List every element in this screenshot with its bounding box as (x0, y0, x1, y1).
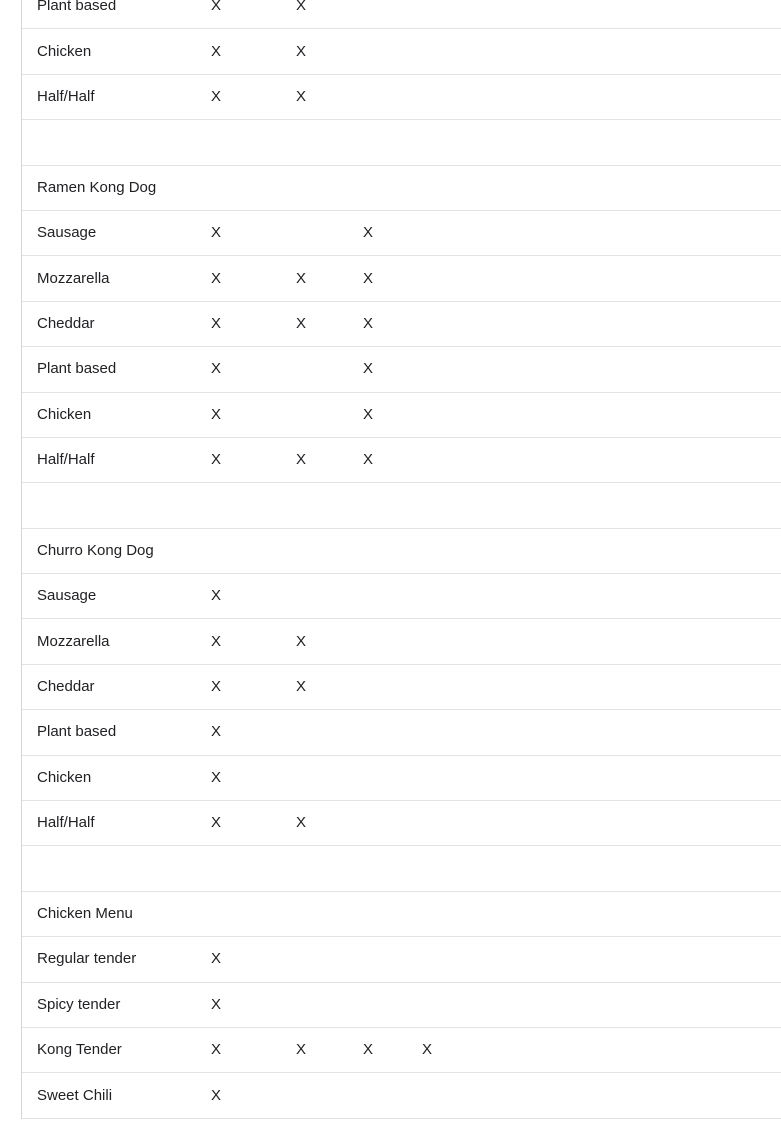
option-mark: X (211, 587, 222, 605)
table-row (22, 483, 781, 528)
option-mark: X (211, 269, 222, 287)
option-mark: X (211, 632, 222, 650)
table-row (22, 937, 781, 982)
table-row (22, 1073, 781, 1118)
option-mark: X (422, 1041, 433, 1059)
option-mark: X (211, 87, 222, 105)
row-label: Sweet Chili (37, 1086, 113, 1104)
row-label: Sausage (37, 224, 97, 242)
table-row (22, 438, 781, 483)
row-label: Chicken (37, 42, 92, 60)
option-mark: X (211, 42, 222, 60)
option-mark: X (363, 1041, 374, 1059)
row-label: Regular tender (37, 950, 137, 968)
option-mark: X (296, 632, 307, 650)
row-label: Spicy tender (37, 995, 121, 1013)
option-mark: X (211, 360, 222, 378)
table-row (22, 166, 781, 211)
option-mark: X (211, 224, 222, 242)
table-row (22, 393, 781, 438)
table-row (22, 1028, 781, 1073)
option-mark: X (211, 678, 222, 696)
menu-options-table (21, 0, 781, 1119)
table-row (22, 29, 781, 74)
table-row (22, 574, 781, 619)
option-mark: X (296, 678, 307, 696)
option-mark: X (211, 451, 222, 469)
option-mark: X (211, 314, 222, 332)
option-mark: X (363, 405, 374, 423)
row-label: Half/Half (37, 87, 95, 105)
row-label: Chicken (37, 768, 92, 786)
table-row (22, 665, 781, 710)
row-label: Sausage (37, 587, 97, 605)
option-mark: X (211, 405, 222, 423)
option-mark: X (363, 360, 374, 378)
option-mark: X (296, 87, 307, 105)
option-mark: X (296, 814, 307, 832)
row-label: Chicken (37, 405, 92, 423)
option-mark: X (296, 451, 307, 469)
row-label: Half/Half (37, 814, 95, 832)
option-mark: X (363, 451, 374, 469)
row-label: Plant based (37, 360, 117, 378)
option-mark: X (211, 814, 222, 832)
table-row (22, 0, 781, 29)
table-row (22, 302, 781, 347)
option-mark: X (296, 314, 307, 332)
row-label: Churro Kong Dog (37, 541, 154, 559)
row-label: Chicken Menu (37, 905, 133, 922)
option-mark: X (296, 269, 307, 287)
row-label: Ramen Kong Dog (37, 178, 157, 196)
table-row (22, 619, 781, 664)
table-row (22, 710, 781, 755)
row-label: Cheddar (37, 314, 95, 332)
option-mark: X (211, 1086, 222, 1104)
row-label: Plant based (37, 723, 117, 741)
row-label: Plant based (37, 0, 117, 15)
option-mark: X (296, 1041, 307, 1059)
row-label: Cheddar (37, 678, 95, 696)
table-row (22, 347, 781, 392)
table-row (22, 211, 781, 256)
option-mark: X (363, 269, 374, 287)
row-label: Kong Tender (37, 1041, 122, 1059)
option-mark: X (211, 768, 222, 786)
table-row (22, 75, 781, 120)
option-mark: X (296, 0, 307, 15)
option-mark: X (211, 723, 222, 741)
option-mark: X (363, 314, 374, 332)
option-mark: X (211, 995, 222, 1013)
row-label: Mozzarella (37, 632, 110, 650)
table-row (22, 256, 781, 301)
option-mark: X (363, 224, 374, 242)
table-row (22, 529, 781, 574)
option-mark: X (211, 1041, 222, 1059)
table-row (22, 983, 781, 1028)
table-row (22, 756, 781, 801)
row-label: Half/Half (37, 451, 95, 469)
option-mark: X (211, 0, 222, 15)
option-mark: X (296, 42, 307, 60)
table-row (22, 120, 781, 165)
option-mark: X (211, 950, 222, 968)
table-row (22, 892, 781, 937)
row-label: Mozzarella (37, 269, 110, 287)
table-row (22, 801, 781, 846)
table-row (22, 846, 781, 891)
